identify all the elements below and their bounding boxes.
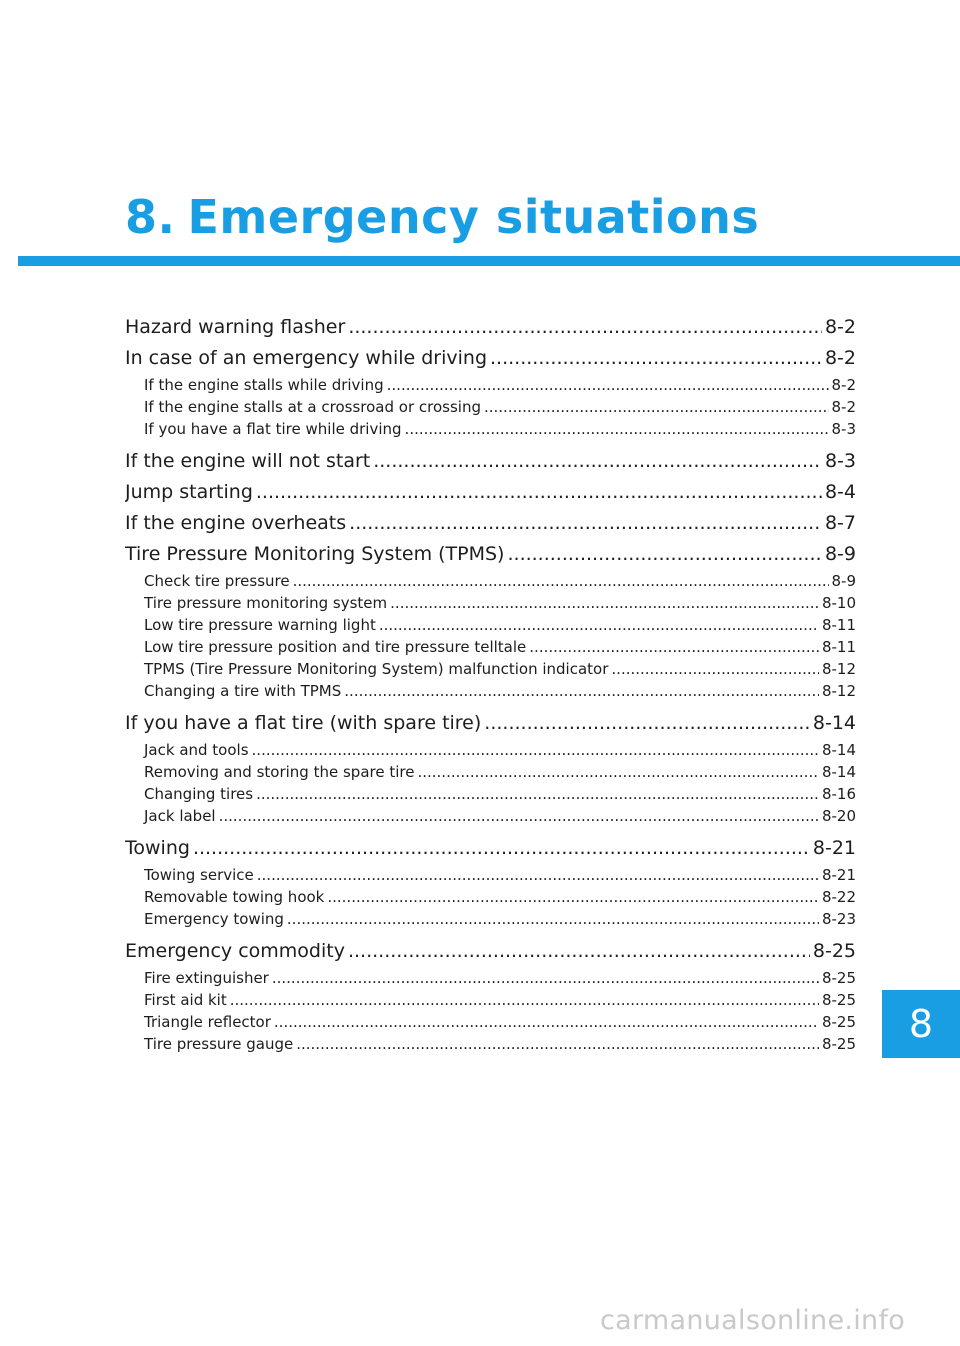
toc-entry-label: If you have a flat tire while driving	[144, 420, 402, 438]
toc-entry-label: Jack label	[144, 807, 216, 825]
toc-leader-dots	[611, 658, 819, 680]
toc-leader-dots	[193, 833, 810, 864]
toc-subsection-entry[interactable]	[125, 805, 856, 827]
toc-entry-page: 8-10	[821, 594, 856, 612]
toc-entry-label: Tire pressure monitoring system	[144, 594, 388, 612]
toc-entry-label: Check tire pressure	[144, 572, 290, 590]
watermark: carmanualsonline.info	[600, 1305, 906, 1336]
toc-entry-label: Emergency commodity	[125, 940, 345, 962]
toc-entry-page: 8-2	[824, 316, 856, 338]
toc-entry-label: If the engine overheats	[125, 512, 347, 534]
toc-entry-label: Jump starting	[125, 481, 253, 503]
toc-leader-dots	[287, 908, 819, 930]
toc-leader-dots	[257, 864, 819, 886]
toc-entry-page: 8-2	[831, 376, 856, 394]
toc-leader-dots	[230, 989, 819, 1011]
chapter-title	[125, 190, 759, 244]
toc-entry-page: 8-16	[821, 785, 856, 803]
toc-subsection-entry[interactable]	[125, 761, 856, 783]
toc-entry-label: Towing service	[144, 866, 254, 884]
toc-entry-page: 8-22	[821, 888, 856, 906]
toc-section-entry[interactable]	[125, 343, 856, 374]
toc-entry-page: 8-25	[821, 1013, 856, 1031]
toc-section-entry[interactable]	[125, 508, 856, 539]
toc-subsection-entry[interactable]	[125, 1011, 856, 1033]
toc-leader-dots	[529, 636, 819, 658]
toc-leader-dots	[272, 967, 819, 989]
toc-entry-label: First aid kit	[144, 991, 227, 1009]
toc-entry-label: Removing and storing the spare tire	[144, 763, 415, 781]
toc-entry-page: 8-7	[824, 512, 856, 534]
toc-entry-label: Towing	[125, 837, 190, 859]
toc-subsection-entry[interactable]	[125, 783, 856, 805]
toc-subsection-entry[interactable]	[125, 614, 856, 636]
toc-entry-label: Tire pressure gauge	[144, 1035, 294, 1053]
toc-leader-dots	[484, 708, 810, 739]
toc-leader-dots	[219, 805, 819, 827]
toc-subsection-entry[interactable]	[125, 396, 856, 418]
toc-entry-label: Changing tires	[144, 785, 254, 803]
toc-entry-page: 8-23	[821, 910, 856, 928]
toc-subsection-entry[interactable]	[125, 864, 856, 886]
table-of-contents	[125, 312, 856, 1061]
toc-leader-dots	[327, 886, 819, 908]
toc-leader-dots	[507, 539, 821, 570]
toc-entry-page: 8-14	[821, 763, 856, 781]
toc-section-entry[interactable]	[125, 312, 856, 343]
toc-entry-page: 8-12	[821, 660, 856, 678]
toc-entry-page: 8-3	[824, 450, 856, 472]
toc-entry-page: 8-25	[812, 940, 856, 962]
toc-leader-dots	[484, 396, 829, 418]
toc-entry-page: 8-25	[821, 991, 856, 1009]
toc-entry-page: 8-21	[812, 837, 856, 859]
toc-section-entry[interactable]	[125, 477, 856, 508]
toc-entry-label: In case of an emergency while driving	[125, 347, 488, 369]
toc-entry-label: Emergency towing	[144, 910, 284, 928]
toc-subsection-entry[interactable]	[125, 967, 856, 989]
toc-entry-page: 8-11	[821, 638, 856, 656]
toc-entry-page: 8-25	[821, 1035, 856, 1053]
toc-subsection-entry[interactable]	[125, 739, 856, 761]
toc-entry-page: 8-11	[821, 616, 856, 634]
toc-entry-label: Fire extinguisher	[144, 969, 269, 987]
toc-leader-dots	[256, 477, 822, 508]
toc-leader-dots	[296, 1033, 819, 1055]
chapter-side-tab-label: 8	[908, 1002, 934, 1046]
toc-subsection-entry[interactable]	[125, 658, 856, 680]
toc-leader-dots	[417, 761, 818, 783]
toc-entry-page: 8-3	[831, 420, 856, 438]
toc-entry-page: 8-2	[831, 398, 856, 416]
toc-leader-dots	[256, 783, 819, 805]
toc-subsection-entry[interactable]	[125, 989, 856, 1011]
toc-entry-page: 8-12	[821, 682, 856, 700]
toc-entry-page: 8-2	[824, 347, 856, 369]
toc-entry-label: If the engine stalls at a crossroad or crossing	[144, 398, 481, 416]
toc-subsection-entry[interactable]	[125, 886, 856, 908]
toc-entry-label: Low tire pressure warning light	[144, 616, 376, 634]
toc-entry-label: Changing a tire with TPMS	[144, 682, 342, 700]
chapter-number: 8.	[125, 190, 176, 244]
toc-entry-page: 8-9	[831, 572, 856, 590]
toc-entry-label: If the engine will not start	[125, 450, 371, 472]
toc-section-entry[interactable]	[125, 539, 856, 570]
toc-entry-page: 8-4	[824, 481, 856, 503]
toc-leader-dots	[373, 446, 822, 477]
chapter-side-tab[interactable]	[882, 990, 960, 1058]
toc-subsection-entry[interactable]	[125, 418, 856, 440]
toc-entry-page: 8-9	[824, 543, 856, 565]
toc-subsection-entry[interactable]	[125, 908, 856, 930]
toc-entry-label: Triangle reflector	[144, 1013, 271, 1031]
toc-entry-page: 8-20	[821, 807, 856, 825]
toc-leader-dots	[349, 508, 822, 539]
toc-section-entry[interactable]	[125, 708, 856, 739]
toc-entry-page: 8-21	[821, 866, 856, 884]
toc-entry-label: Hazard warning flasher	[125, 316, 346, 338]
toc-subsection-entry[interactable]	[125, 1033, 856, 1055]
toc-leader-dots	[490, 343, 822, 374]
toc-leader-dots	[379, 614, 819, 636]
toc-entry-label: Tire Pressure Monitoring System (TPMS)	[125, 543, 505, 565]
toc-subsection-entry[interactable]	[125, 570, 856, 592]
title-underline	[18, 256, 960, 266]
toc-leader-dots	[344, 680, 819, 702]
toc-section-entry[interactable]	[125, 833, 856, 864]
toc-section-entry[interactable]	[125, 936, 856, 967]
toc-entry-label: Low tire pressure position and tire pressure telltale	[144, 638, 527, 656]
chapter-title-text: Emergency situations	[187, 190, 760, 244]
toc-entry-page: 8-14	[821, 741, 856, 759]
toc-leader-dots	[274, 1011, 819, 1033]
toc-entry-page: 8-14	[812, 712, 856, 734]
toc-leader-dots	[387, 374, 829, 396]
toc-leader-dots	[348, 312, 822, 343]
toc-entry-label: Jack and tools	[144, 741, 249, 759]
toc-subsection-entry[interactable]	[125, 636, 856, 658]
toc-leader-dots	[252, 739, 819, 761]
toc-leader-dots	[293, 570, 829, 592]
toc-subsection-entry[interactable]	[125, 680, 856, 702]
toc-leader-dots	[348, 936, 810, 967]
toc-section-entry[interactable]	[125, 446, 856, 477]
toc-leader-dots	[390, 592, 819, 614]
toc-subsection-entry[interactable]	[125, 592, 856, 614]
toc-entry-label: Removable towing hook	[144, 888, 325, 906]
toc-entry-page: 8-25	[821, 969, 856, 987]
toc-subsection-entry[interactable]	[125, 374, 856, 396]
toc-entry-label: If you have a flat tire (with spare tire)	[125, 712, 482, 734]
toc-entry-label: If the engine stalls while driving	[144, 376, 384, 394]
toc-entry-label: TPMS (Tire Pressure Monitoring System) malfunction indicator	[144, 660, 609, 678]
toc-leader-dots	[405, 418, 829, 440]
